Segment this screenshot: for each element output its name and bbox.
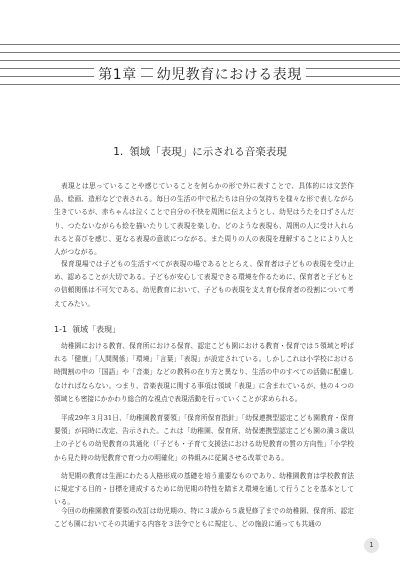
chapter-heading: 幼児教育における表現 — [153, 67, 306, 83]
paragraph: 表現とは思っていることや感じていることを何らかの形で外に表すことで、具体的には文芸作品、絵画、造形などで表される。毎日の生活の中で私たちは自分の気持ちを様々な形で表しながら生きているが、赤ちゃんは泣くことで自分の不快を周囲に伝えようとし、幼児はうたを口ずさんだり、つたないながらも絵を描いたりして表現を楽しむ。どのような表現も、周囲の人に受け入れられると喜びを感じ、更なる表現の意欲につながる。また周りの人の表現を理解することにより人と人がつながる。 — [54, 182, 354, 257]
subsection-title: 領域「表現」 — [72, 325, 121, 334]
paragraph: 保育現場では子どもの生活すべてが表現の場であるととらえ、保育者は子どもの表現を受け止め、認めることが大切である。子どもが安心して表現できる環境を作るために、保育者と子どもとの信頼関係は不可欠である。幼児教育において、子どもの表現を支え育む保育者の役割について考えてみたい。 — [54, 260, 354, 308]
chapter-number: 第1章 — [94, 67, 140, 83]
page-number: 1 — [364, 538, 379, 553]
paragraph: 幼児期の教育は生涯にわたる人格形成の基礎を培う重要なものであり、幼稚園教育は学校教育法に規定する目的・目標を達成するために幼児期の特性を踏まえ環境を通して行うことを基本としている。 — [54, 472, 354, 507]
section-heading: 領域「表現」に示される音楽表現 — [129, 146, 287, 158]
section-number: 1. — [113, 146, 124, 158]
subsection-number: 1-1 — [54, 325, 68, 334]
paragraph: 幼稚園における教育、保育所における保育、認定こども園における教育・保育では５領域と呼ばれる「健康」「人間関係」「環境」「言葉」「表現」が設定されている。しかしこれは小学校における時間割の中の「国語」や「音楽」などの教科の在り方と異なり、生活の中のすべての活動に配慮しなければならない。つまり、音楽表現に関する事項は領域「表現」に含まれているが、他の４つの領域とも密接にかかわり総合的な視点で表現活動を行っていくことが求められる。 — [54, 342, 354, 403]
paragraph: 今回の幼稚園教育要領の改訂は幼児期の、特に３歳から５歳児修了までの幼稚園、保育所、認定こども園においてその共通する内容を３法令でともに規定し、どの施設に通っても共通の — [54, 507, 354, 529]
paragraph: 平成29年３月31日、「幼稚園教育要領」「保育所保育指針」「幼保連携型認定こども園教育・保育要領」が同時に改定、告示された。これは「幼稚園、保育所、幼保連携型認定こども園の満３歳以上の子どもの幼児教育の共通化（「子ども・子育て支援法における幼児教育の質の方向性」「小学校から見た時の幼児教育で育つ力の明確化」の枠組みに従属させる改革である。 — [54, 414, 354, 462]
subsection-heading — [54, 324, 120, 335]
section-title — [0, 144, 400, 159]
chapter-title — [0, 64, 400, 84]
